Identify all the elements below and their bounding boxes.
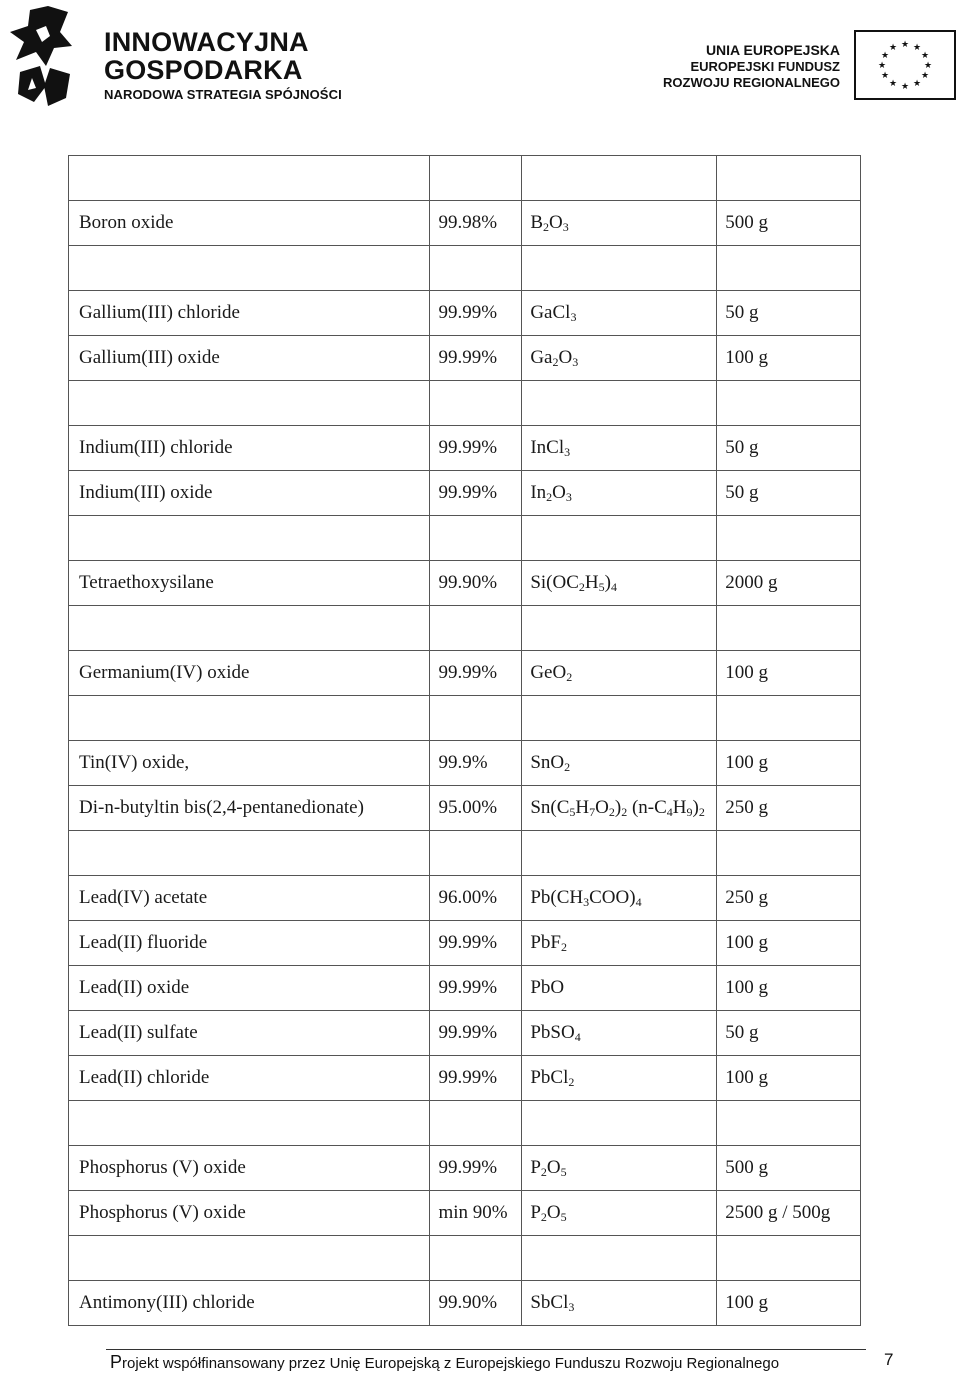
chemical-name-cell: Lead(II) fluoride	[69, 921, 430, 966]
formula-cell	[522, 516, 717, 561]
formula-cell	[522, 561, 717, 606]
table-row	[69, 246, 861, 291]
formula-part: O	[546, 1157, 561, 1178]
purity-cell: 95.00%	[430, 786, 522, 831]
eu-line-3: ROZWOJU REGIONALNEGO	[663, 75, 840, 90]
formula-subscript: 4	[574, 1030, 581, 1044]
formula-part: Si(OC	[530, 572, 579, 593]
formula-subscript: 2	[560, 940, 567, 954]
formula-cell	[522, 291, 717, 336]
chemical-name-cell: Phosphorus (V) oxide	[69, 1191, 430, 1236]
formula-part: P	[530, 1202, 541, 1223]
formula-subscript: 2	[546, 490, 553, 504]
formula-cell	[522, 471, 717, 516]
formula-part: PbF	[530, 932, 561, 953]
formula-part: )	[692, 797, 699, 818]
formula-subscript: 3	[572, 355, 579, 369]
formula-subscript: 3	[562, 220, 569, 234]
innowacyjna-gospodarka-logo-icon	[6, 2, 78, 110]
formula-cell	[522, 1056, 717, 1101]
chemical-name-cell: Di-n-butyltin bis(2,4-pentanedionate)	[69, 786, 430, 831]
purity-cell	[430, 696, 522, 741]
formula-part: O	[549, 212, 563, 233]
footer-text	[110, 1352, 779, 1373]
quantity-cell: 100 g	[717, 1056, 861, 1101]
svg-text:★: ★	[900, 82, 910, 92]
svg-text:★: ★	[880, 51, 890, 61]
formula-part: )	[614, 797, 622, 818]
svg-text:★: ★	[880, 71, 890, 81]
purity-cell: 99.99%	[430, 651, 522, 696]
formula-cell	[522, 1281, 717, 1326]
chemical-name-cell	[69, 381, 430, 426]
formula-subscript: 4	[635, 895, 642, 909]
formula-part: H	[575, 797, 590, 818]
chemical-name-cell: Boron oxide	[69, 201, 430, 246]
chemical-name-cell	[69, 516, 430, 561]
formula-subscript: 4	[666, 805, 673, 819]
formula-subscript: 2	[552, 355, 559, 369]
logo-line-2: GOSPODARKA	[104, 55, 303, 85]
chemical-name-cell: Antimony(III) chloride	[69, 1281, 430, 1326]
formula-part: (n-C	[627, 797, 667, 818]
formula-subscript: 2	[568, 1075, 575, 1089]
formula-part: O	[552, 482, 566, 503]
quantity-cell	[717, 831, 861, 876]
table-row	[69, 156, 861, 201]
formula-part: In	[530, 482, 547, 503]
quantity-cell: 500 g	[717, 1146, 861, 1191]
purity-cell	[430, 381, 522, 426]
purity-cell	[430, 1236, 522, 1281]
quantity-cell: 100 g	[717, 336, 861, 381]
footer-first-letter: P	[110, 1352, 123, 1372]
quantity-cell: 100 g	[717, 966, 861, 1011]
chemical-name-cell: Lead(II) oxide	[69, 966, 430, 1011]
purity-cell: 99.99%	[430, 1011, 522, 1056]
purity-cell	[430, 516, 522, 561]
formula-cell	[522, 786, 717, 831]
formula-subscript: 7	[589, 805, 596, 819]
logo-line-3: NARODOWA STRATEGIA SPÓJNOŚCI	[104, 87, 342, 102]
formula-subscript: 2	[543, 220, 550, 234]
quantity-cell: 50 g	[717, 291, 861, 336]
quantity-cell	[717, 246, 861, 291]
formula-cell	[522, 831, 717, 876]
table-row	[69, 561, 861, 606]
chemical-name-cell	[69, 831, 430, 876]
quantity-cell: 2000 g	[717, 561, 861, 606]
quantity-cell	[717, 606, 861, 651]
formula-subscript: 5	[560, 1165, 567, 1179]
quantity-cell	[717, 381, 861, 426]
purity-cell	[430, 831, 522, 876]
quantity-cell: 50 g	[717, 426, 861, 471]
table-row	[69, 381, 861, 426]
purity-cell: 99.9%	[430, 741, 522, 786]
formula-part: B	[530, 212, 544, 233]
chemical-name-cell: Lead(II) chloride	[69, 1056, 430, 1101]
chemical-name-cell	[69, 1101, 430, 1146]
quantity-cell: 250 g	[717, 876, 861, 921]
chemical-name-cell	[69, 606, 430, 651]
quantity-cell: 50 g	[717, 1011, 861, 1056]
formula-cell	[522, 966, 717, 1011]
formula-subscript: 5	[560, 1210, 567, 1224]
formula-part: P	[530, 1157, 541, 1178]
formula-subscript: 2	[540, 1210, 547, 1224]
formula-cell	[522, 1101, 717, 1146]
formula-cell	[522, 921, 717, 966]
formula-cell	[522, 201, 717, 246]
svg-text:★: ★	[877, 61, 887, 71]
quantity-cell: 500 g	[717, 201, 861, 246]
formula-cell	[522, 1146, 717, 1191]
chemical-name-cell: Indium(III) oxide	[69, 471, 430, 516]
quantity-cell	[717, 1101, 861, 1146]
svg-text:★: ★	[888, 79, 898, 89]
chemicals-table	[68, 155, 861, 1326]
purity-cell	[430, 606, 522, 651]
table-row	[69, 606, 861, 651]
formula-part: O	[546, 1202, 561, 1223]
eu-wordmark	[663, 42, 840, 91]
eu-flag-icon	[854, 30, 956, 100]
quantity-cell: 50 g	[717, 471, 861, 516]
formula-subscript: 4	[610, 580, 617, 594]
table-row	[69, 471, 861, 516]
purity-cell: 99.99%	[430, 1146, 522, 1191]
table-row	[69, 1101, 861, 1146]
quantity-cell: 100 g	[717, 741, 861, 786]
purity-cell: 99.99%	[430, 471, 522, 516]
table-row	[69, 1236, 861, 1281]
purity-cell: 99.90%	[430, 1281, 522, 1326]
formula-subscript: 2	[621, 805, 628, 819]
formula-subscript: 3	[568, 1300, 575, 1314]
chemical-name-cell: Gallium(III) chloride	[69, 291, 430, 336]
formula-part: O	[558, 347, 573, 368]
formula-subscript: 5	[569, 805, 576, 819]
purity-cell	[430, 1101, 522, 1146]
purity-cell: 99.99%	[430, 426, 522, 471]
formula-cell	[522, 1191, 717, 1236]
formula-part: Ga	[530, 347, 553, 368]
quantity-cell: 100 g	[717, 921, 861, 966]
purity-cell: 99.90%	[430, 561, 522, 606]
purity-cell: min 90%	[430, 1191, 522, 1236]
chemical-name-cell: Lead(IV) acetate	[69, 876, 430, 921]
formula-cell	[522, 606, 717, 651]
table-row	[69, 651, 861, 696]
svg-text:★: ★	[912, 43, 922, 53]
formula-part: COO)	[589, 887, 636, 908]
table-row	[69, 1146, 861, 1191]
formula-subscript: 3	[565, 490, 572, 504]
formula-subscript: 2	[566, 670, 573, 684]
purity-cell: 99.99%	[430, 921, 522, 966]
quantity-cell	[717, 516, 861, 561]
table-row	[69, 1056, 861, 1101]
chemical-name-cell	[69, 246, 430, 291]
quantity-cell	[717, 1236, 861, 1281]
formula-part: SbCl	[530, 1292, 569, 1313]
formula-subscript: 2	[540, 1165, 547, 1179]
purity-cell: 96.00%	[430, 876, 522, 921]
formula-cell	[522, 696, 717, 741]
svg-text:★: ★	[900, 40, 910, 50]
purity-cell: 99.99%	[430, 966, 522, 1011]
table-row	[69, 201, 861, 246]
quantity-cell: 100 g	[717, 1281, 861, 1326]
formula-part: H	[672, 797, 687, 818]
formula-subscript: 3	[583, 895, 590, 909]
formula-cell	[522, 876, 717, 921]
table-row	[69, 921, 861, 966]
table-row	[69, 696, 861, 741]
quantity-cell: 250 g	[717, 786, 861, 831]
formula-part: O	[595, 797, 609, 818]
footer-divider	[106, 1349, 866, 1350]
purity-cell: 99.98%	[430, 201, 522, 246]
eu-line-1: UNIA EUROPEJSKA	[705, 42, 840, 58]
svg-text:★: ★	[920, 71, 930, 81]
table-row	[69, 426, 861, 471]
formula-subscript: 5	[598, 580, 605, 594]
quantity-cell: 100 g	[717, 651, 861, 696]
formula-part: PbCl	[530, 1067, 569, 1088]
formula-part: Sn(C	[530, 797, 570, 818]
purity-cell: 99.99%	[430, 291, 522, 336]
table-row	[69, 516, 861, 561]
svg-text:★: ★	[923, 61, 933, 71]
formula-part: InCl	[530, 437, 565, 458]
chemicals-table-body	[69, 156, 861, 1326]
formula-subscript: 2	[564, 760, 571, 774]
chemical-name-cell: Gallium(III) oxide	[69, 336, 430, 381]
purity-cell: 99.99%	[430, 336, 522, 381]
svg-text:★: ★	[920, 51, 930, 61]
table-row	[69, 1011, 861, 1056]
svg-text:★: ★	[912, 79, 922, 89]
formula-cell	[522, 246, 717, 291]
chemical-name-cell: Phosphorus (V) oxide	[69, 1146, 430, 1191]
table-row	[69, 1191, 861, 1236]
page-header	[0, 0, 960, 120]
footer-rest: rojekt współfinansowany przez Unię Europejską z Europejskiego Funduszu Rozwoju Regionalnego	[122, 1355, 780, 1372]
table-row	[69, 336, 861, 381]
innowacyjna-gospodarka-wordmark	[104, 28, 342, 104]
eu-line-2: EUROPEJSKI FUNDUSZ	[690, 59, 840, 74]
purity-cell	[430, 156, 522, 201]
quantity-cell	[717, 156, 861, 201]
formula-part: PbO	[530, 977, 565, 998]
page-number: 7	[884, 1350, 894, 1369]
formula-cell	[522, 1236, 717, 1281]
quantity-cell	[717, 696, 861, 741]
formula-part: )	[604, 572, 611, 593]
purity-cell	[430, 246, 522, 291]
chemical-name-cell: Lead(II) sulfate	[69, 1011, 430, 1056]
formula-cell	[522, 336, 717, 381]
logo-line-1: INNOWACYJNA	[104, 27, 309, 57]
formula-part: PbSO	[530, 1022, 575, 1043]
formula-part: GeO	[530, 662, 567, 683]
formula-subscript: 2	[608, 805, 615, 819]
formula-cell	[522, 426, 717, 471]
chemical-name-cell	[69, 156, 430, 201]
formula-subscript: 2	[698, 805, 705, 819]
table-row	[69, 1281, 861, 1326]
formula-part: SnO	[530, 752, 565, 773]
table-row	[69, 741, 861, 786]
formula-subscript: 2	[578, 580, 585, 594]
chemical-name-cell	[69, 1236, 430, 1281]
formula-part: Pb(CH	[530, 887, 584, 908]
formula-cell	[522, 1011, 717, 1056]
formula-cell	[522, 381, 717, 426]
formula-part: H	[584, 572, 599, 593]
chemical-name-cell: Indium(III) chloride	[69, 426, 430, 471]
formula-part: GaCl	[530, 302, 571, 323]
table-row	[69, 291, 861, 336]
table-row	[69, 831, 861, 876]
quantity-cell: 2500 g / 500g	[717, 1191, 861, 1236]
chemical-name-cell	[69, 696, 430, 741]
table-row	[69, 876, 861, 921]
table-row	[69, 786, 861, 831]
formula-cell	[522, 156, 717, 201]
chemical-name-cell: Germanium(IV) oxide	[69, 651, 430, 696]
formula-subscript: 3	[564, 445, 571, 459]
formula-subscript: 9	[686, 805, 693, 819]
formula-cell	[522, 651, 717, 696]
purity-cell: 99.99%	[430, 1056, 522, 1101]
formula-subscript: 3	[570, 310, 577, 324]
svg-text:★: ★	[888, 43, 898, 53]
table-row	[69, 966, 861, 1011]
chemical-name-cell: Tetraethoxysilane	[69, 561, 430, 606]
formula-cell	[522, 741, 717, 786]
chemical-name-cell: Tin(IV) oxide,	[69, 741, 430, 786]
